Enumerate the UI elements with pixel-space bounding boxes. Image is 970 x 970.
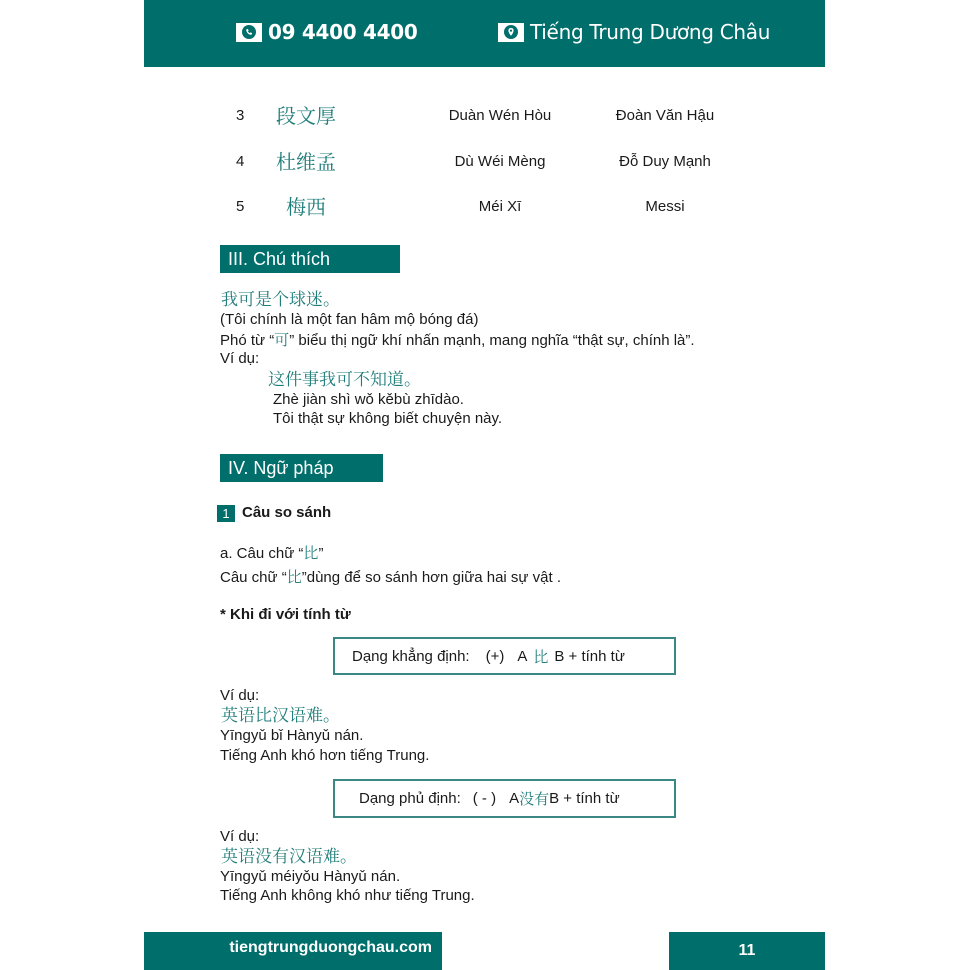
note-text: ” biểu thị ngữ khí nhấn mạnh, mang nghĩa “thật sự, chính là”.: [289, 332, 695, 349]
brand-name: Tiếng Trung Dương Châu: [530, 20, 771, 44]
point-a-description: [220, 567, 561, 588]
note-hanzi-char: 可: [274, 331, 290, 349]
note-explanation: [220, 330, 695, 351]
formula-label: Dạng khẳng định:: [352, 647, 470, 665]
formula-sign: (+): [485, 647, 505, 665]
formula-hanzi: 没有: [519, 790, 550, 808]
table-row: [230, 191, 750, 221]
example-label: Ví dụ:: [220, 350, 260, 367]
row-pinyin: Duàn Wén Hòu: [448, 107, 552, 124]
example2-vietnamese: Tiếng Anh không khó như tiếng Trung.: [220, 887, 475, 904]
desc-hanzi: 比: [286, 568, 302, 586]
row-hanzi: 杜维孟: [276, 150, 336, 174]
row-number: 5: [236, 198, 245, 215]
formula-rest: B + tính từ: [554, 647, 625, 665]
desc-text: Câu chữ “: [220, 569, 287, 586]
note-translation: (Tôi chính là một fan hâm mộ bóng đá): [220, 311, 479, 328]
brand-contact: [498, 20, 770, 44]
formula-a: A: [517, 647, 528, 665]
table-row: [230, 146, 750, 176]
example-hanzi: 这件事我可不知道。: [268, 370, 421, 390]
example1-vietnamese: Tiếng Anh khó hơn tiếng Trung.: [220, 747, 430, 764]
example-pinyin: Zhè jiàn shì wǒ kěbù zhīdào.: [273, 391, 464, 408]
row-hanzi: 梅西: [286, 195, 326, 219]
row-number: 4: [236, 153, 245, 170]
negative-formula-box: [333, 779, 676, 818]
section-heading-grammar: IV. Ngữ pháp: [220, 454, 383, 482]
phone-number[interactable]: 09 4400 4400: [268, 20, 418, 44]
adjective-heading: * Khi đi với tính từ: [220, 606, 351, 623]
point-a-text: a. Câu chữ “: [220, 545, 304, 562]
page-header: [144, 0, 825, 67]
note-text: Phó từ “: [220, 332, 275, 349]
row-number: 3: [236, 107, 245, 124]
affirmative-formula-box: [333, 637, 676, 675]
formula-hanzi: 比: [533, 647, 549, 666]
footer-website[interactable]: tiengtrungduongchau.com: [144, 932, 442, 970]
point-a-text: ”: [318, 545, 324, 562]
example2-pinyin: Yīngyǔ méiyǒu Hànyǔ nán.: [220, 868, 401, 885]
formula-label: Dạng phủ định:: [359, 790, 461, 807]
phone-icon: [236, 23, 262, 42]
row-vietnamese: Đoàn Văn Hậu: [615, 107, 715, 124]
desc-text: ”dùng để so sánh hơn giữa hai sự vật .: [301, 569, 561, 586]
phone-contact: [236, 20, 418, 44]
location-pin-icon: [498, 23, 524, 42]
row-vietnamese: Đỗ Duy Mạnh: [619, 153, 711, 170]
subsection-number-badge: 1: [217, 505, 235, 522]
table-row: [230, 100, 750, 130]
page-number: 11: [669, 932, 825, 970]
formula-a: A: [509, 790, 520, 807]
formula-rest: B + tính từ: [549, 790, 620, 807]
note-hanzi: 我可是个球迷。: [221, 290, 340, 310]
example1-label: Ví dụ:: [220, 687, 260, 704]
example1-hanzi: 英语比汉语难。: [221, 706, 340, 726]
point-a-hanzi: 比: [303, 544, 319, 562]
formula-sign: ( - ): [472, 790, 497, 807]
row-vietnamese: Messi: [645, 198, 685, 215]
row-pinyin: Méi Xī: [478, 198, 522, 215]
row-pinyin: Dù Wéi Mèng: [454, 153, 546, 170]
section-heading-notes: III. Chú thích: [220, 245, 400, 273]
subsection-title: Câu so sánh: [242, 504, 332, 521]
example1-pinyin: Yīngyǔ bǐ Hànyǔ nán.: [220, 727, 364, 744]
example-vietnamese: Tôi thật sự không biết chuyện này.: [273, 410, 503, 427]
row-hanzi: 段文厚: [276, 104, 336, 128]
example2-hanzi: 英语没有汉语难。: [221, 847, 357, 867]
example2-label: Ví dụ:: [220, 828, 260, 845]
point-a-heading: [220, 543, 323, 564]
